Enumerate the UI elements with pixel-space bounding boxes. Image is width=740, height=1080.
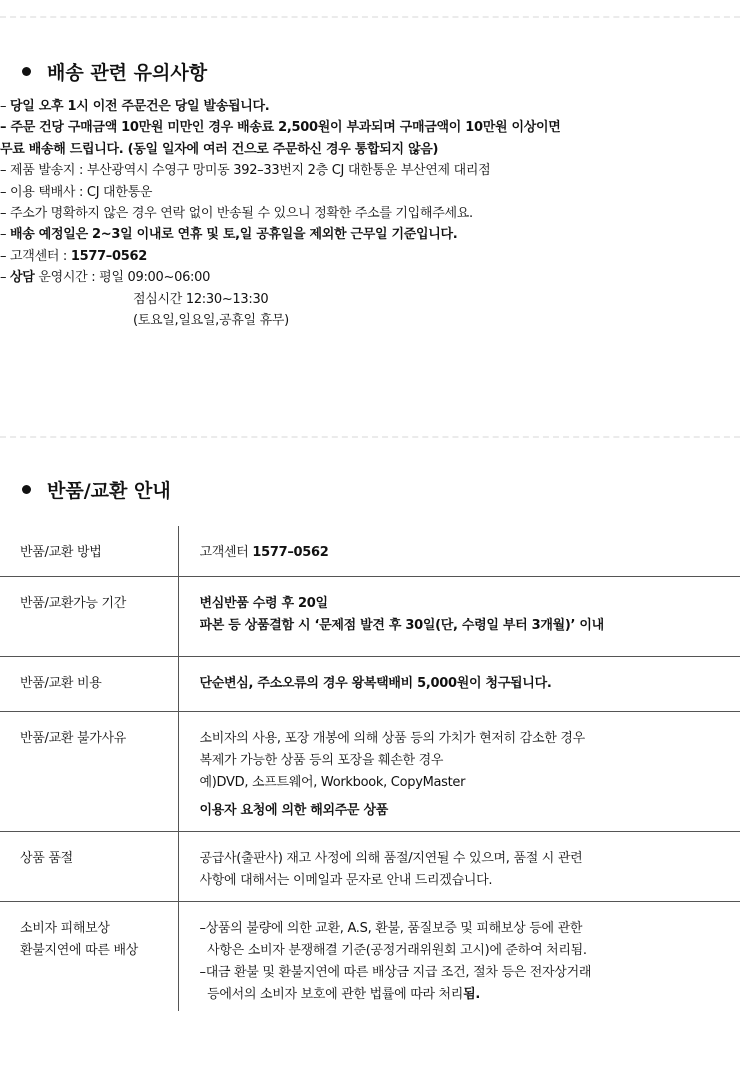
- row-value-line: 소비자의 사용, 포장 개봉에 의해 상품 등의 가치가 현저히 감소한 경우: [199, 730, 585, 746]
- table-row: [0, 656, 740, 711]
- row-value-line: 고객센터 1577–0562: [199, 545, 329, 560]
- note-line-phone: – 고객센터 : 1577–0562: [0, 248, 147, 264]
- row-value-line: 이용자 요청에 의한 해외주문 상품: [199, 802, 389, 818]
- note-line: – 배송 예정일은 2~3일 이내로 연휴 및 토,일 공휴일을 제외한 근무일 기준입니다.: [0, 227, 458, 243]
- row-value: [178, 576, 740, 656]
- row-value-line: 등에서의 소비자 보호에 관한 법률에 따라 처리됨.: [199, 986, 480, 1002]
- table-row: [0, 576, 740, 656]
- middle-divider: [0, 436, 740, 438]
- row-label: [0, 831, 178, 901]
- row-value-line: 파본 등 상품결함 시 ‘문제점 발견 후 30일(단, 수령일 부터 3개월)’ 이내: [199, 617, 604, 633]
- note-line: – 주소가 명확하지 않은 경우 연락 없이 반송될 수 있으니 정확한 주소를 기입해주세요.: [0, 206, 473, 222]
- note-line: – 주문 건당 구매금액 10만원 미만인 경우 배송료 2,500원이 부과되며 구매금액이 10만원 이상이면: [0, 120, 561, 136]
- row-label: [0, 901, 178, 1011]
- note-line: – 제품 발송지 : 부산광역시 수영구 망미동 392–33번지 2층 CJ 대한통운 부산연제 대리점: [0, 163, 491, 179]
- returns-section-title: [22, 476, 171, 503]
- bullet-icon: [22, 485, 31, 494]
- row-value-line: 예)DVD, 소프트웨어, Workbook, CopyMaster: [199, 774, 466, 790]
- row-label-line: 상품 품절: [20, 850, 73, 866]
- row-label-line: 반품/교환 비용: [20, 675, 102, 691]
- returns-table: [0, 526, 740, 1011]
- row-label-line: 환불지연에 따른 배상: [20, 942, 138, 958]
- shipping-notes: [0, 96, 740, 331]
- row-value-line: 공급사(출판사) 재고 사정에 의해 품절/지연될 수 있으며, 품절 시 관련: [199, 850, 583, 866]
- row-value: [178, 711, 740, 831]
- returns-title-text: 반품/교환 안내: [47, 480, 171, 502]
- row-label-line: 반품/교환 불가사유: [20, 730, 126, 746]
- table-row: [0, 526, 740, 576]
- row-value-line: 변심반품 수령 후 20일: [199, 595, 328, 611]
- note-line: – 이용 택배사 : CJ 대한통운: [0, 184, 153, 200]
- note-line: – 당일 오후 1시 이전 주문건은 당일 발송됩니다.: [0, 99, 270, 114]
- row-value: [178, 901, 740, 1011]
- note-line-lunch: 점심시간 12:30~13:30: [133, 291, 269, 307]
- shipping-title-text: 배송 관련 유의사항: [47, 62, 208, 84]
- shipping-section-title: [22, 58, 207, 85]
- table-row: [0, 711, 740, 831]
- table-row: [0, 831, 740, 901]
- row-label: [0, 711, 178, 831]
- row-label-line: 반품/교환 방법: [20, 545, 102, 560]
- note-line: 무료 배송해 드립니다. (동일 일자에 여러 건으로 주문하신 경우 통합되지 않음): [0, 141, 439, 157]
- row-value-line: 사항은 소비자 분쟁해결 기준(공정거래위원회 고시)에 준하여 처리됨.: [199, 942, 587, 958]
- row-value: [178, 831, 740, 901]
- row-value-line: 복제가 가능한 상품 등의 포장을 훼손한 경우: [199, 752, 444, 768]
- row-value-line: 단순변심, 주소오류의 경우 왕복택배비 5,000원이 청구됩니다.: [199, 675, 552, 691]
- row-label: [0, 576, 178, 656]
- bullet-icon: [22, 67, 31, 76]
- row-label-line: 소비자 피해보상: [20, 920, 110, 936]
- row-label: [0, 656, 178, 711]
- row-label: [0, 526, 178, 576]
- row-label-line: 반품/교환가능 기간: [20, 595, 126, 611]
- row-value-line: 사항에 대해서는 이메일과 문자로 안내 드리겠습니다.: [199, 872, 493, 888]
- note-line-hours: – 상담 운영시간 : 평일 09:00~06:00: [0, 270, 211, 286]
- top-divider: [0, 16, 740, 18]
- note-line-closed: (토요일,일요일,공휴일 휴무): [133, 313, 289, 329]
- row-value-line: –상품의 불량에 의한 교환, A.S, 환불, 품질보증 및 피해보상 등에 관한: [199, 920, 583, 936]
- row-value: [178, 656, 740, 711]
- row-value: [178, 526, 740, 576]
- row-value-line: –대금 환불 및 환불지연에 따른 배상금 지급 조건, 절차 등은 전자상거래: [199, 964, 592, 980]
- table-row: [0, 901, 740, 1011]
